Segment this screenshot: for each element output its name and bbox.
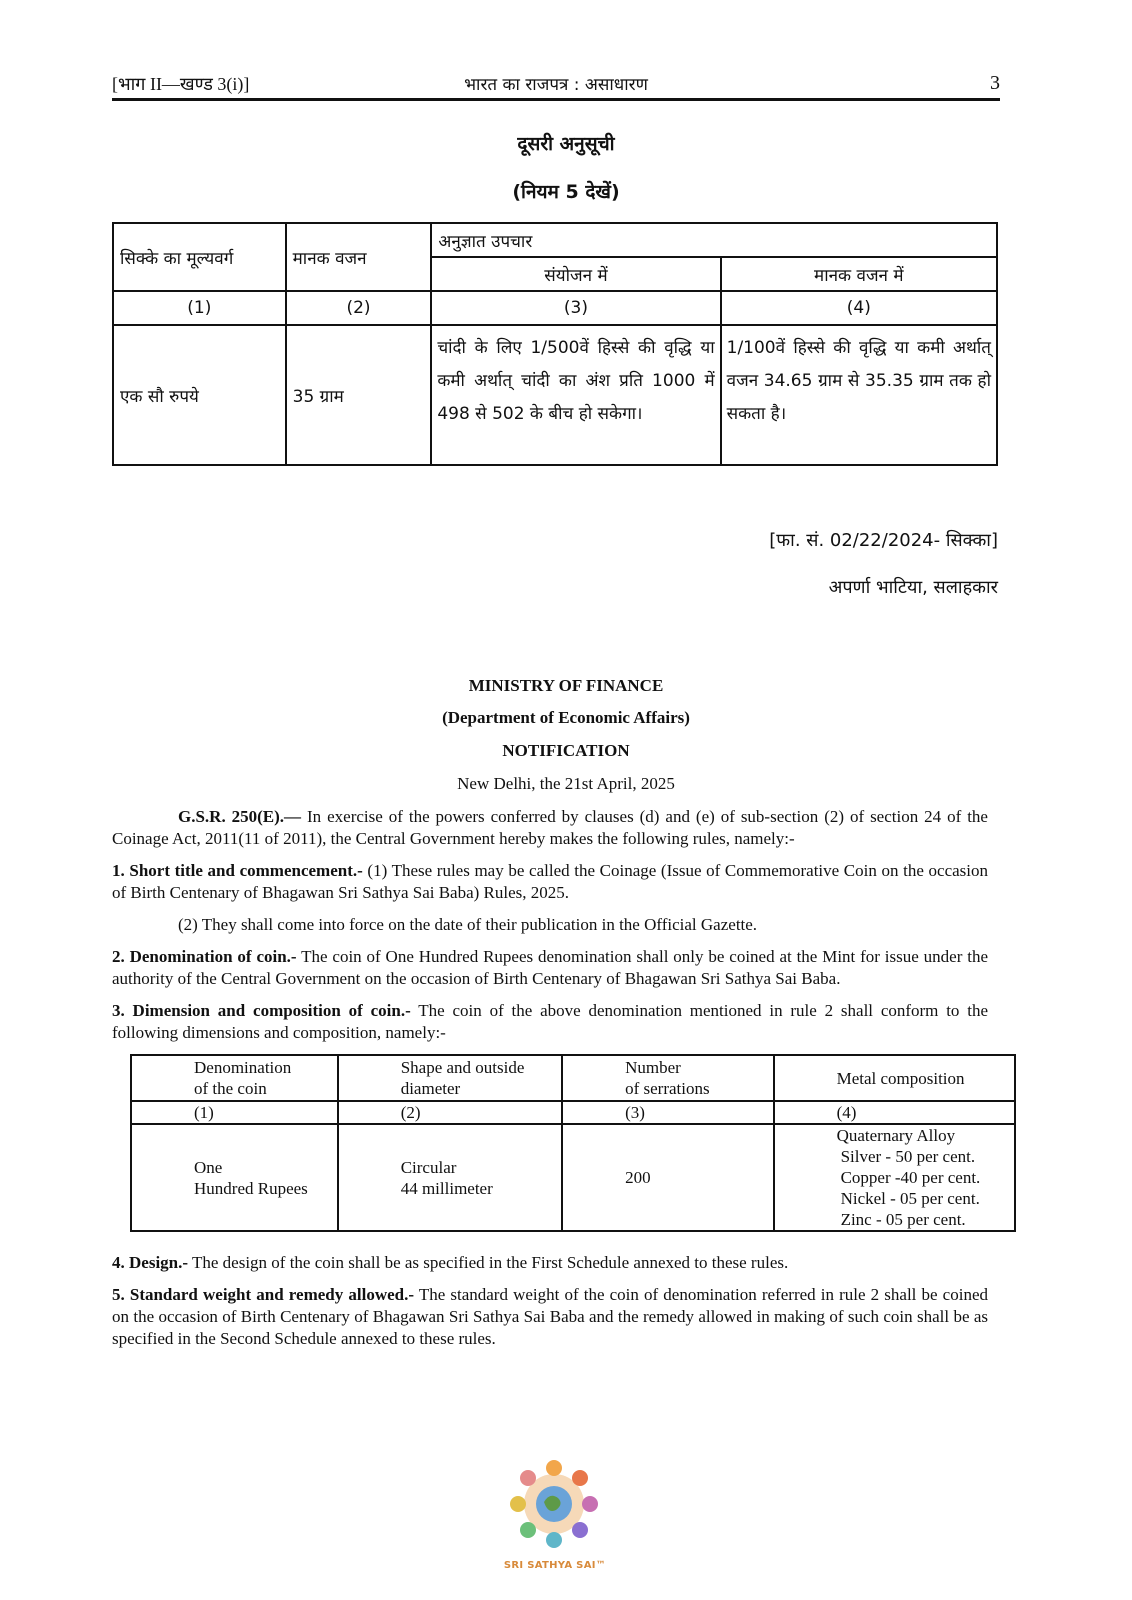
gazette-title: भारत का राजपत्र : असाधारण [464,75,648,95]
rule-5 [112,1284,988,1350]
department-heading: (Department of Economic Affairs) [442,708,690,727]
ministry-heading: MINISTRY OF FINANCE [468,676,664,695]
cell-denomination: One Hundred Rupees [131,1124,338,1231]
rule-5-label: 5. Standard weight and remedy allowed.- [112,1285,415,1304]
rule-3 [112,1000,988,1044]
zinc-share: Zinc - 05 per cent. [840,1210,966,1229]
rule-3-text: The coin of the above denomination mentioned in rule 2 shall conform to the following dimensions and composition, namely:- [112,1001,989,1042]
gazette-header [112,72,1000,98]
logo-text: SRI SATHYA SAI™ [503,1560,607,1571]
hindi-schedule-table [112,222,998,466]
header-denomination: Denomination of the coin [131,1055,338,1101]
cell-weight-remedy: 1/100वें हिस्से की वृद्धि या कमी अर्थात् वजन 34.65 ग्राम से 35.35 ग्राम तक हो सकता है। [721,325,997,465]
part-section-label: [भाग II—खण्ड 3(i)] [112,74,250,94]
rule-1-text: (1) These rules may be called the Coinage (Issue of Commemorative Coin on the occasion of Birth Centenary of Bhagawan Sri Sathya Sai Baba) Rules, 2025. [112,861,988,902]
header-shape: Shape and outside diameter [338,1055,562,1101]
rule-2-text: The coin of One Hundred Rupees denomination shall only be coined at the Mint for issue under the authority of the Central Government on the occasion of Birth Centenary of Bhagawan Sri Sathya Sai Baba. [112,947,988,988]
coin-specification-table [130,1054,1016,1232]
col-number: (4) [721,291,997,325]
page-number: 3 [990,72,1000,94]
schedule-title: दूसरी अनुसूची [517,133,615,155]
gsr-text: In exercise of the powers conferred by clauses (d) and (e) of sub-section (2) of section 24 of the Coinage Act, 2011(11 of 2011), the Central Government hereby makes the following rules, namely:- [112,807,988,848]
file-number: [फा. सं. 02/22/2024- सिक्का] [769,530,998,551]
notification-heading: NOTIFICATION [502,741,630,760]
header-metal: Metal composition [774,1055,1015,1101]
nickel-share: Nickel - 05 per cent. [840,1189,980,1208]
col-header-weight: मानक वजन में [721,257,997,291]
alloy-type: Quaternary Alloy [836,1126,956,1145]
col-header-denomination: सिक्के का मूल्यवर्ग [113,223,286,291]
cell-shape: Circular 44 millimeter [338,1124,562,1231]
header-rule [112,98,1000,101]
signatory: अपर्णा भाटिया, सलाहकार [828,577,998,598]
date-line: New Delhi, the 21st April, 2025 [457,774,675,793]
col-header-composition: संयोजन में [431,257,720,291]
rule-4-label: 4. Design.- [112,1253,189,1272]
col-number: (1) [131,1101,338,1124]
schedule-subtitle: (नियम 5 देखें) [512,181,620,203]
col-number: (3) [562,1101,773,1124]
sri-sathya-sai-emblem-icon [508,1458,600,1550]
copper-share: Copper -40 per cent. [840,1168,981,1187]
col-number: (2) [338,1101,562,1124]
gsr-label: G.S.R. 250(E).— [178,807,302,826]
rule-1-sub: (2) They shall come into force on the date of their publication in the Official Gazette. [178,915,758,934]
col-header-remedy-allowed: अनुज्ञात उपचार [431,223,997,257]
col-number: (4) [774,1101,1015,1124]
cell-serrations: 200 [562,1124,773,1231]
rule-4 [112,1252,988,1274]
rule-3-label: 3. Dimension and composition of coin.- [112,1001,411,1020]
rule-2-label: 2. Denomination of coin.- [112,947,297,966]
cell-metal-composition [774,1124,1015,1231]
rule-1 [112,860,988,904]
cell-composition-remedy: चांदी के लिए 1/500वें हिस्से की वृद्धि या कमी अर्थात् चांदी का अंश प्रति 1000 में 498 से 502 के बीच हो सकेगा। [431,325,720,465]
rule-1-label: 1. Short title and commencement.- [112,861,363,880]
col-number: (1) [113,291,286,325]
silver-share: Silver - 50 per cent. [840,1147,976,1166]
rule-4-text: The design of the coin shall be as specified in the First Schedule annexed to these rules. [188,1253,789,1272]
gsr-paragraph [112,806,988,850]
col-header-standard-weight: मानक वजन [286,223,432,291]
rule-2 [112,946,988,990]
cell-weight: 35 ग्राम [286,325,432,465]
rule-5-text: The standard weight of the coin of denomination referred in rule 2 shall be coined on the occasion of Birth Centenary of Bhagawan Sri Sathya Sai Baba and the remedy allowed in making of such coin shall be as specified in the Second Schedule annexed to these rules. [112,1285,988,1348]
cell-denomination: एक सौ रुपये [113,325,286,465]
col-number: (2) [286,291,432,325]
header-serrations: Number of serrations [562,1055,773,1101]
col-number: (3) [431,291,720,325]
